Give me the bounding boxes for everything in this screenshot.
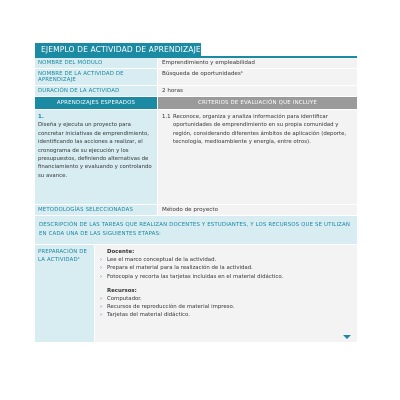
methodology-value: Método de proyecto: [157, 205, 357, 215]
info-row-activity: [35, 69, 357, 86]
expected-learning-header: APRENDIZAJES ESPERADOS: [35, 97, 157, 109]
duration-value: 2 horas: [157, 86, 357, 96]
list-item: [100, 256, 352, 264]
list-item: [100, 311, 352, 319]
preparation-label: PREPARACIÓN DE LA ACTIVIDAD¹: [35, 245, 94, 342]
criteria-header: CRITERIOS DE EVALUACIÓN QUE INCLUYE: [157, 97, 357, 109]
chevron-right-icon: ›: [100, 257, 103, 264]
preparation-content: [94, 245, 357, 342]
docente-item-text: Prepara el material para la realización de la actividad.: [107, 265, 253, 272]
list-item: [100, 303, 352, 311]
docente-title: Docente:: [107, 249, 135, 255]
task-description-header: DESCRIPCIÓN DE LAS TAREAS QUE REALIZAN DOCENTES Y ESTUDIANTES, Y LOS RECURSOS QUE SE UTILIZAN EN CADA UNA DE LAS SIGUIENTES ETAPAS:: [35, 216, 357, 245]
expected-learning-cell: [35, 110, 157, 204]
recursos-title: Recursos:: [107, 287, 137, 294]
info-row-module: [35, 58, 357, 69]
recursos-item-text: Recursos de reproducción de material impreso.: [107, 304, 235, 311]
docente-item-text: Fotocopia y recorta las tarjetas incluidas en el material didáctico.: [107, 273, 284, 280]
activity-value: Búsqueda de oportunidades¹: [157, 69, 357, 85]
module-label: NOMBRE DEL MÓDULO: [35, 58, 157, 68]
learning-number: 1.: [38, 114, 44, 120]
duration-label: DURACIÓN DE LA ACTIVIDAD: [35, 86, 157, 96]
recursos-item-text: Computador.: [107, 296, 142, 303]
triangle-down-icon: [343, 335, 351, 339]
list-item: [100, 295, 352, 303]
methodology-row: [35, 205, 357, 216]
criteria-number: 1.1: [162, 114, 171, 120]
list-item: [100, 273, 352, 281]
chevron-right-icon: ›: [100, 273, 103, 280]
chevron-right-icon: ›: [100, 312, 103, 319]
recursos-item-text: Tarjetas del material didáctico.: [107, 312, 190, 319]
criteria-cell: [157, 110, 357, 204]
preparation-row: [35, 245, 357, 342]
activity-label: NOMBRE DE LA ACTIVIDAD DE APRENDIZAJE: [35, 69, 157, 85]
methodology-label: METODOLOGÍAS SELECCIONADAS: [35, 205, 157, 215]
table-header: [35, 97, 357, 110]
docente-item-text: Lee el marco conceptual de la actividad.: [107, 257, 217, 264]
chevron-right-icon: ›: [100, 296, 103, 303]
activity-document: [35, 58, 357, 342]
chevron-right-icon: ›: [100, 304, 103, 311]
info-row-duration: [35, 86, 357, 97]
learning-criteria-row: [35, 110, 357, 205]
activity-banner: EJEMPLO DE ACTIVIDAD DE APRENDIZAJE: [35, 43, 201, 56]
learning-text: Diseña y ejecuta un proyecto para concretar iniciativas de emprendimiento, identificando las acciones a realizar, el cronograma de su ejecución y los presupuestos, definiendo alternativas de financiamiento y evaluando y controlando su avance.: [38, 122, 152, 179]
module-value: Emprendimiento y empleabilidad: [157, 58, 357, 68]
list-item: [100, 264, 352, 272]
criteria-text: Reconoce, organiza y analiza información para identificar oportunidades de emprendimiento en su propia comunidad y región, considerando diferentes ámbitos de aplicación (deporte, tecnología, medioambiente y energía, entre otros).: [173, 114, 347, 146]
chevron-right-icon: ›: [100, 265, 103, 272]
